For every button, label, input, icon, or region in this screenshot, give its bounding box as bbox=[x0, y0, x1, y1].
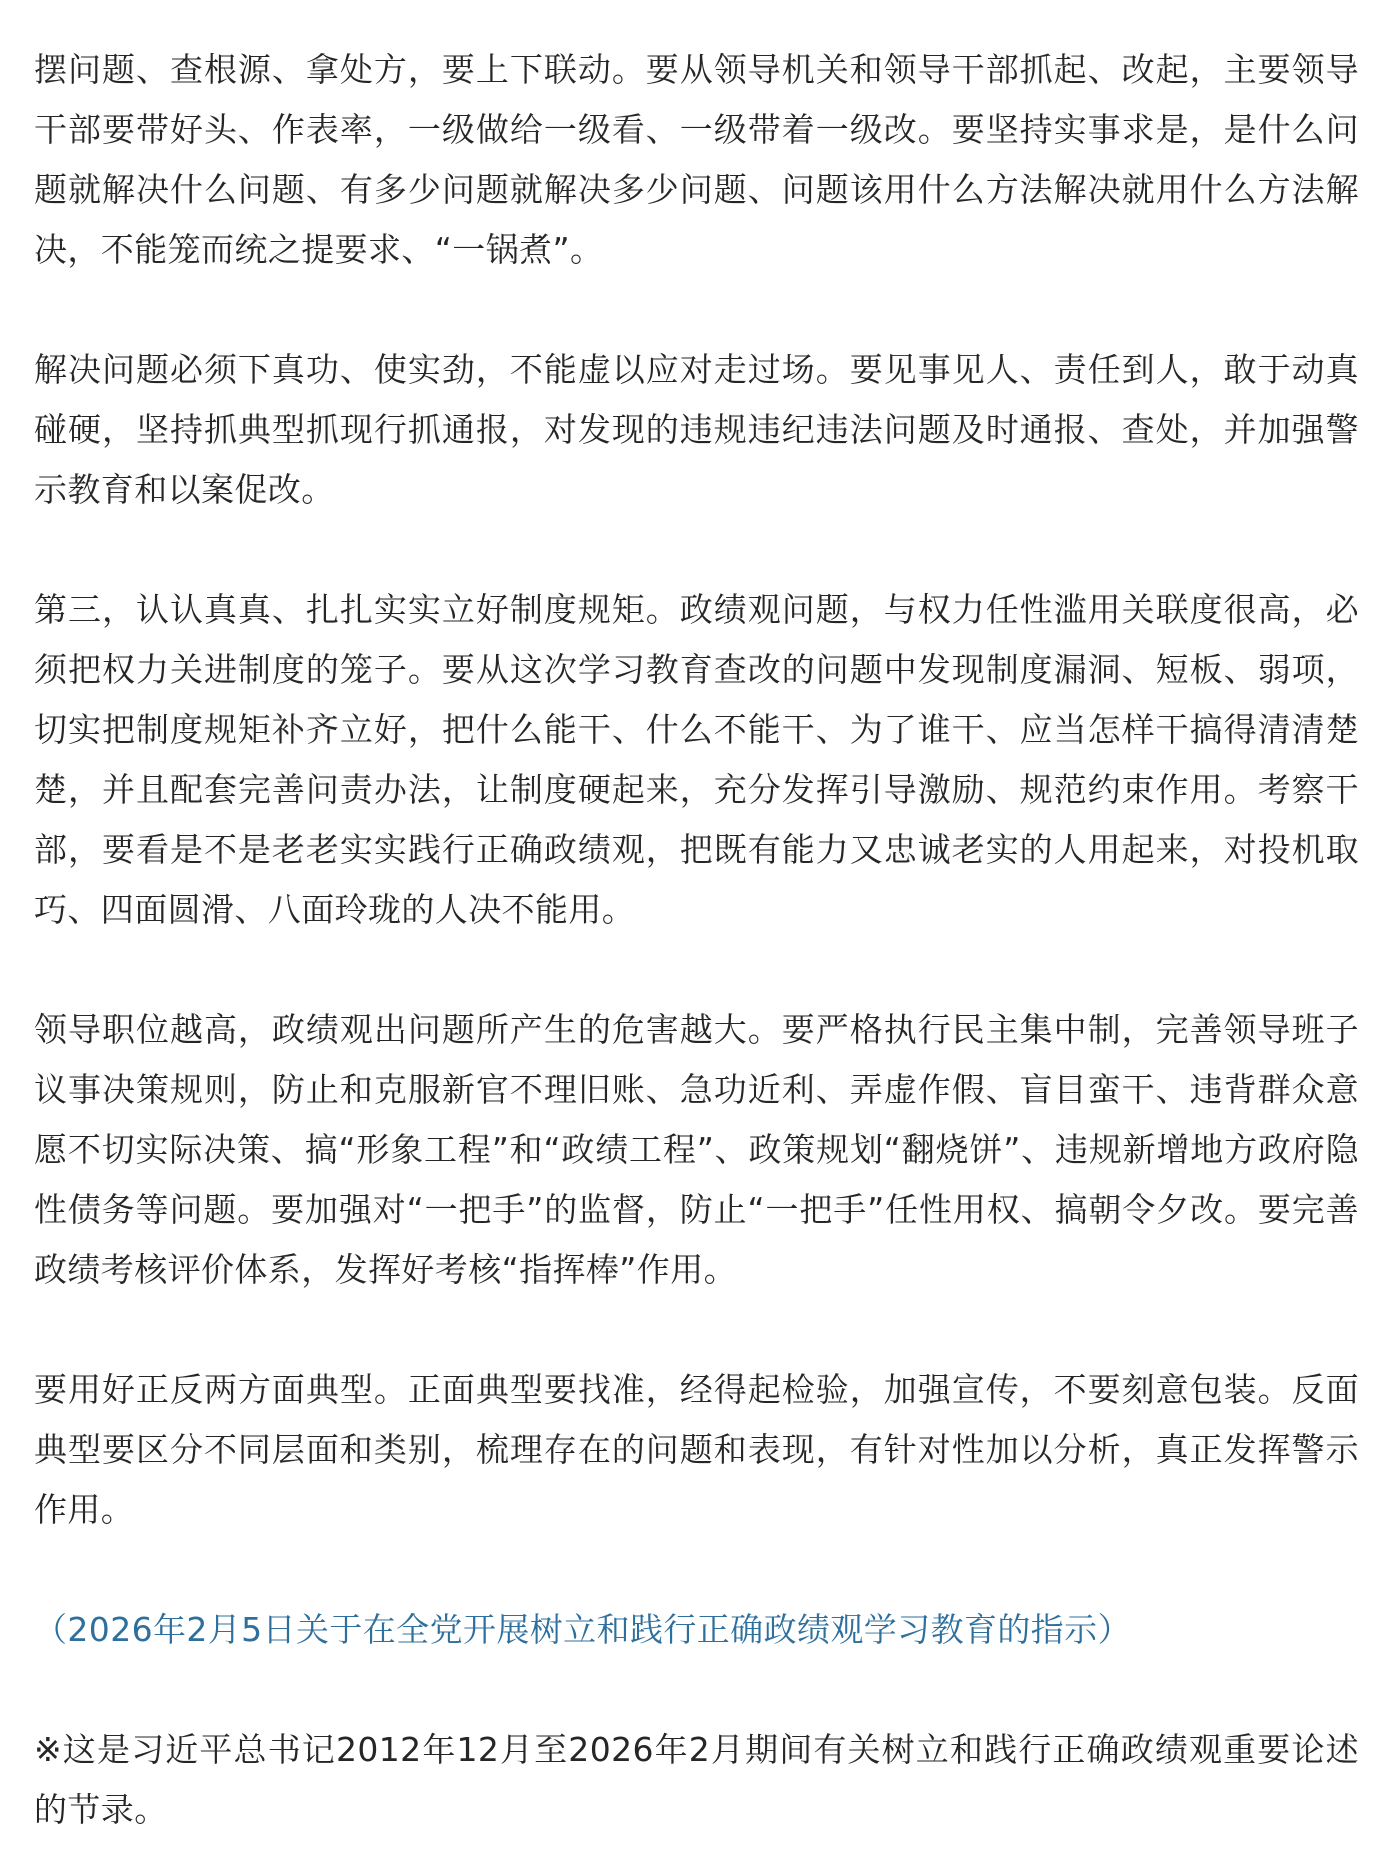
paragraph-1: 摆问题、查根源、拿处方，要上下联动。要从领导机关和领导干部抓起、改起，主要领导干部要带好头、作表率，一级做给一级看、一级带着一级改。要坚持实事求是，是什么问题就解决什么问题、有多少问题就解决多少问题、问题该用什么方法解决就用什么方法解决，不能笼而统之提要求、“一锅煮”。 bbox=[34, 50, 1359, 269]
paragraph-2: 解决问题必须下真功、使实劲，不能虚以应对走过场。要见事见人、责任到人，敢于动真碰硬，坚持抓典型抓现行抓通报，对发现的违规违纪违法问题及时通报、查处，并加强警示教育和以案促改。 bbox=[34, 350, 1359, 509]
article-body bbox=[34, 40, 1359, 1840]
source-citation: （2026年2月5日关于在全党开展树立和践行正确政绩观学习教育的指示） bbox=[34, 1610, 1131, 1649]
paragraph-4: 领导职位越高，政绩观出问题所产生的危害越大。要严格执行民主集中制，完善领导班子议事决策规则，防止和克服新官不理旧账、急功近利、弄虚作假、盲目蛮干、违背群众意愿不切实际决策、搞“形象工程”和“政绩工程”、政策规划“翻烧饼”、违规新增地方政府隐性债务等问题。要加强对“一把手”的监督，防止“一把手”任性用权、搞朝令夕改。要完善政绩考核评价体系，发挥好考核“指挥棒”作用。 bbox=[34, 1010, 1359, 1289]
excerpt-note: ※这是习近平总书记2012年12月至2026年2月期间有关树立和践行正确政绩观重要论述的节录。 bbox=[34, 1730, 1359, 1829]
paragraph-5: 要用好正反两方面典型。正面典型要找准，经得起检验，加强宣传，不要刻意包装。反面典型要区分不同层面和类别，梳理存在的问题和表现，有针对性加以分析，真正发挥警示作用。 bbox=[34, 1370, 1359, 1529]
paragraph-3: 第三，认认真真、扎扎实实立好制度规矩。政绩观问题，与权力任性滥用关联度很高，必须把权力关进制度的笼子。要从这次学习教育查改的问题中发现制度漏洞、短板、弱项，切实把制度规矩补齐立好，把什么能干、什么不能干、为了谁干、应当怎样干搞得清清楚楚，并且配套完善问责办法，让制度硬起来，充分发挥引导激励、规范约束作用。考察干部，要看是不是老老实实践行正确政绩观，把既有能力又忠诚老实的人用起来，对投机取巧、四面圆滑、八面玲珑的人决不能用。 bbox=[34, 590, 1359, 929]
